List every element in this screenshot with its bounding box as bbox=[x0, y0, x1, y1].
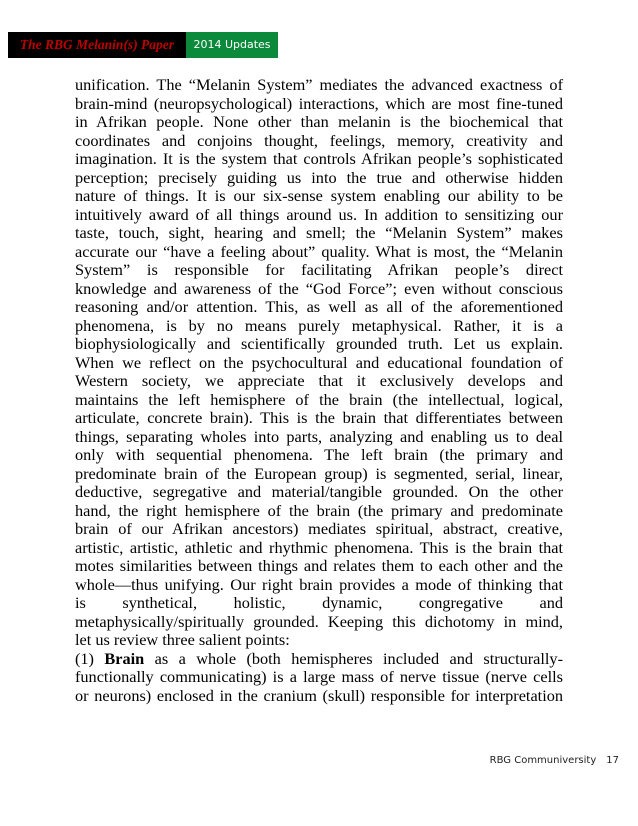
text-line: coordinates and conjoins thought, feelings, memory, creativity and bbox=[75, 130, 563, 150]
text-line: predominate brain of the European group) is segmented, serial, linear, bbox=[75, 463, 563, 483]
text-line: articulate, concrete brain). This is the brain that differentiates between bbox=[75, 408, 563, 427]
text-line: only with sequential phenomena. The left brain (the primary and bbox=[75, 445, 563, 464]
page-footer bbox=[490, 755, 619, 766]
page-number: 17 bbox=[606, 755, 619, 766]
point-number: (1) bbox=[75, 648, 94, 668]
text-line: hand, the right hemisphere of the brain (the primary and predominate bbox=[75, 500, 563, 520]
text-line: in Afrikan people. None other than melanin is the biochemical that bbox=[75, 112, 563, 131]
text-line: unification. The “Melanin System” mediates the advanced exactness of bbox=[75, 75, 563, 94]
text-line: knowledge and awareness of the “God Force”; even without conscious bbox=[75, 278, 563, 298]
text-line: let us review three salient points: bbox=[75, 630, 290, 649]
text-line: is synthetical, holistic, dynamic, congregative and bbox=[75, 593, 563, 612]
text-line: System” is responsible for facilitating Afrikan people’s direct bbox=[75, 260, 563, 279]
text-line: intuitively award of all things around us. In addition to sensitizing our bbox=[75, 204, 563, 224]
text-line: Western society, we appreciate that it exclusively develops and bbox=[75, 371, 563, 390]
footer-source: RBG Communiversity bbox=[489, 755, 597, 766]
text-line: reasoning and/or attention. This, as well as all of the aforementioned bbox=[75, 297, 563, 316]
text-line: or neurons) enclosed in the cranium (skull) responsible for interpretation bbox=[75, 685, 563, 705]
text-line: biophysiologically and scientifically grounded truth. Let us explain. bbox=[75, 334, 563, 353]
text-line: functionally communicating) is a large mass of nerve tissue (nerve cells bbox=[75, 667, 563, 686]
text-line: artistic, artistic, athletic and rhythmic phenomena. This is the brain that bbox=[75, 537, 563, 557]
text-line: brain-mind (neuropsychological) interactions, which are most fine-tuned bbox=[75, 93, 563, 113]
text-line: perception; precisely guiding us into the true and otherwise hidden bbox=[75, 167, 563, 187]
text-line: brain of our Afrikan ancestors) mediates spiritual, abstract, creative, bbox=[75, 519, 563, 538]
text-line: whole—thus unifying. Our right brain provides a mode of thinking that bbox=[75, 574, 563, 594]
text-line: nature of things. It is our six-sense system enabling our ability to be bbox=[75, 186, 563, 205]
body-text bbox=[75, 76, 563, 705]
point-text: as a whole (both hemispheres included and structurally- bbox=[154, 648, 563, 668]
text-line: maintains the left hemisphere of the brain (the intellectual, logical, bbox=[75, 389, 563, 409]
updates-badge: 2014 Updates bbox=[186, 32, 278, 58]
text-line: deductive, segregative and material/tangible grounded. On the other bbox=[75, 482, 563, 501]
text-line: phenomena, is by no means purely metaphysical. Rather, it is a bbox=[75, 315, 563, 335]
text-line: motes similarities between things and relates them to each other and the bbox=[75, 556, 563, 575]
point-term: Brain bbox=[104, 648, 145, 668]
text-line: imagination. It is the system that controls Afrikan people’s sophisticated bbox=[75, 149, 563, 168]
text-line: things, separating wholes into parts, analyzing and enabling us to deal bbox=[75, 426, 563, 446]
text-line: taste, touch, sight, hearing and smell; the “Melanin System” makes bbox=[75, 223, 563, 242]
text-line: accurate our “have a feeling about” quality. What is most, the “Melanin bbox=[75, 241, 563, 261]
text-line: metaphysically/spiritually grounded. Keeping this dichotomy in mind, bbox=[75, 611, 563, 631]
page-header bbox=[8, 32, 278, 58]
point-1-line bbox=[75, 650, 563, 669]
text-line: When we reflect on the psychocultural and educational foundation of bbox=[75, 352, 563, 372]
document-title: The RBG Melanin(s) Paper bbox=[8, 32, 186, 58]
